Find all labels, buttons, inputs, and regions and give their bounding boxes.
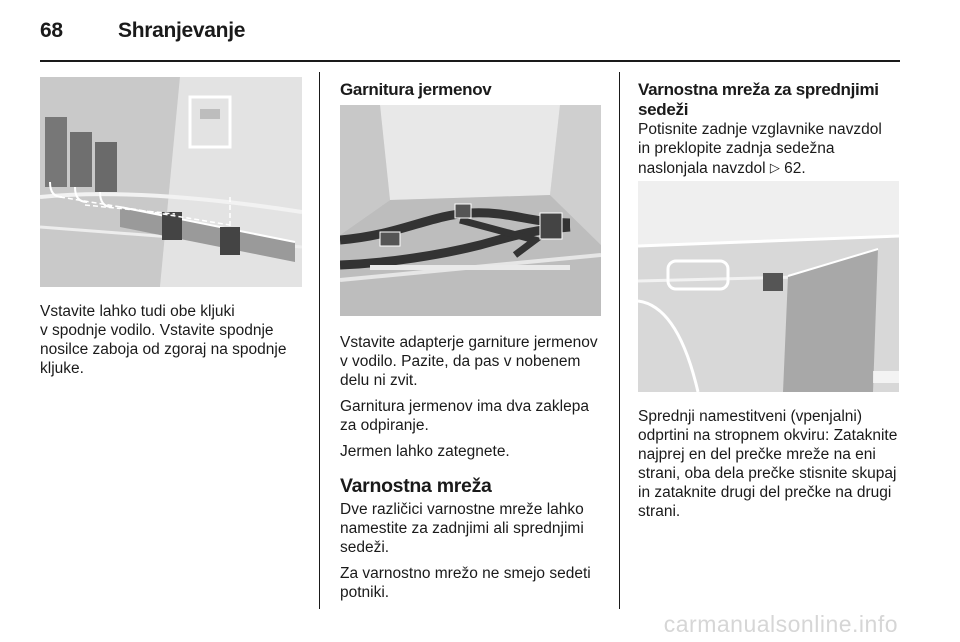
- paragraph: Jermen lahko zategnete.: [340, 443, 510, 460]
- paragraph: Vstavite adapterje garniture jermenov v vodilo. Pazite, da pas v nobenem delu ni zvit.: [340, 334, 598, 389]
- figure-strap-set: [340, 105, 601, 316]
- col3-text: [638, 407, 908, 521]
- watermark: carmanualsonline.info: [663, 611, 898, 637]
- col2-text-2: [340, 500, 610, 602]
- paragraph: Vstavite lahko tudi obe kljuki v spodnje vodilo. Vstavite spodnje nosilce zaboja od zgoraj na spodnje kljuke.: [40, 303, 287, 377]
- paragraph: Sprednji namestitveni (vpenjalni) odprtini na stropnem okviru: Zataknite najprej en del prečke mreže na eni strani, oba dela prečke stisnite skupaj in zataknite drugi del prečke na drugi strani.: [638, 408, 898, 520]
- page-reference: 62.: [784, 160, 806, 177]
- column-divider: [319, 72, 320, 609]
- page-title: Shranjevanje: [118, 19, 246, 42]
- figure-net-bar: [638, 181, 899, 392]
- paragraph: Dve različici varnostne mreže lahko namestite za zadnjimi ali sprednjimi sedeži.: [340, 501, 584, 556]
- col3-intro: [638, 120, 908, 178]
- paragraph: Garnitura jermenov ima dva zaklepa za odpiranje.: [340, 398, 589, 434]
- page-reference-arrow-icon: ▷: [769, 160, 780, 175]
- intro-text: Potisnite zadnje vzglavnike navzdol in preklopite zadnja sedežna naslonjala navzdol: [638, 121, 882, 177]
- column-divider: [619, 72, 620, 609]
- paragraph: [638, 120, 908, 178]
- paragraph: Za varnostno mrežo ne smejo sedeti potniki.: [340, 565, 591, 601]
- col1-text: [40, 302, 310, 378]
- section-heading: Garnitura jermenov: [340, 80, 492, 99]
- header-rule: [40, 60, 900, 62]
- figure-hooks-on-rail: [40, 77, 302, 287]
- section-heading: Varnostna mreža: [340, 475, 492, 497]
- page-number: 68: [40, 19, 63, 42]
- col2-text: [340, 333, 610, 461]
- section-heading: Varnostna mreža za sprednjimi sedeži: [638, 80, 879, 119]
